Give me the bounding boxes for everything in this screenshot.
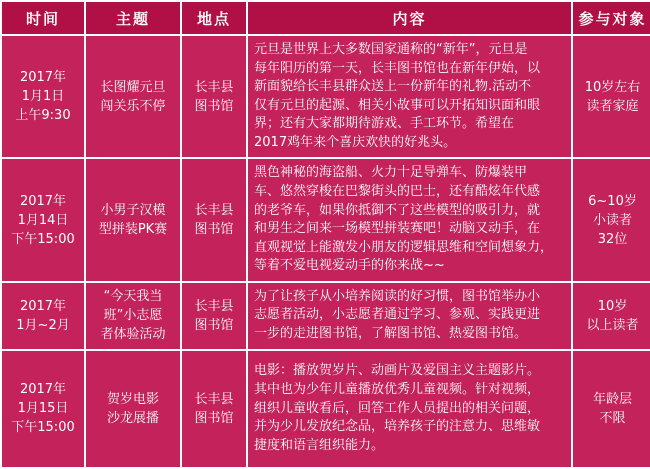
table-row: [2, 159, 650, 280]
theme-cell: 贺岁电影 沙龙展播: [86, 351, 180, 467]
content-cell: 电影：播放贺岁片、动画片及爱国主义主题影片。 其中也为少年儿童播放优秀儿童视频。针对视频， 组织儿童收看后，回答工作人员提出的相关问题， 并为少儿发放纪念品，培养孩子的注意力、思维敏 捷度和语言组织能力。: [248, 351, 571, 467]
time-cell: 2017年 1月1日 上午9:30: [2, 36, 84, 157]
audience-cell: 年龄层 不限: [573, 351, 650, 467]
place-cell: 长丰县 图书馆: [182, 159, 246, 280]
table-row: [2, 283, 650, 349]
header-place: 地点: [182, 2, 246, 34]
audience-cell: 6~10岁 小读者 32位: [573, 159, 650, 280]
place-cell: 长丰县 图书馆: [182, 351, 246, 467]
header-row: [2, 2, 650, 34]
audience-cell: 10岁 以上读者: [573, 283, 650, 349]
header-theme: 主题: [86, 2, 180, 34]
content-cell: 元旦是世界上大多数国家通称的“新年”，元旦是 每年阳历的第一天，长丰图书馆也在新年伊始，以 新面貌给长丰县群众送上一份新年的礼物.活动不 仅有元旦的起源、相关小故事可以开拓知识面和眼 界；还有大家都期待游戏、手工环节。希望在 2017鸡年来个喜庆欢快的好兆头。: [248, 36, 571, 157]
table-row: [2, 36, 650, 157]
theme-cell: 长图耀元旦 闯关乐不停: [86, 36, 180, 157]
theme-cell: 小男子汉模 型拼装PK赛: [86, 159, 180, 280]
table-row: [2, 351, 650, 467]
place-cell: 长丰县 图书馆: [182, 36, 246, 157]
time-cell: 2017年 1月15日 下午15:00: [2, 351, 84, 467]
place-cell: 长丰县 图书馆: [182, 283, 246, 349]
header-content: 内容: [248, 2, 571, 34]
header-audience: 参与对象: [573, 2, 650, 34]
audience-cell: 10岁左右 读者家庭: [573, 36, 650, 157]
time-cell: 2017年 1月~2月: [2, 283, 84, 349]
content-cell: 黑色神秘的海盗船、火力十足导弹车、防爆装甲 车、悠然穿梭在巴黎街头的巴士，还有酷炫年代感 的老爷车，如果你抵御不了这些模型的吸引力，就 和男生之间来一场模型拼装赛吧！动脑又动手，在 直观视觉上能激发小朋友的逻辑思维和空间想象力， 等着不爱电视爱动手的你来战~~: [248, 159, 571, 280]
header-time: 时间: [2, 2, 84, 34]
content-cell: 为了让孩子从小培养阅读的好习惯，图书馆举办小 志愿者活动，小志愿者通过学习、参观、实践更进 一步的走进图书馆，了解图书馆、热爱图书馆。: [248, 283, 571, 349]
theme-cell: “今天我当 班”小志愿 者体验活动: [86, 283, 180, 349]
time-cell: 2017年 1月14日 下午15:00: [2, 159, 84, 280]
